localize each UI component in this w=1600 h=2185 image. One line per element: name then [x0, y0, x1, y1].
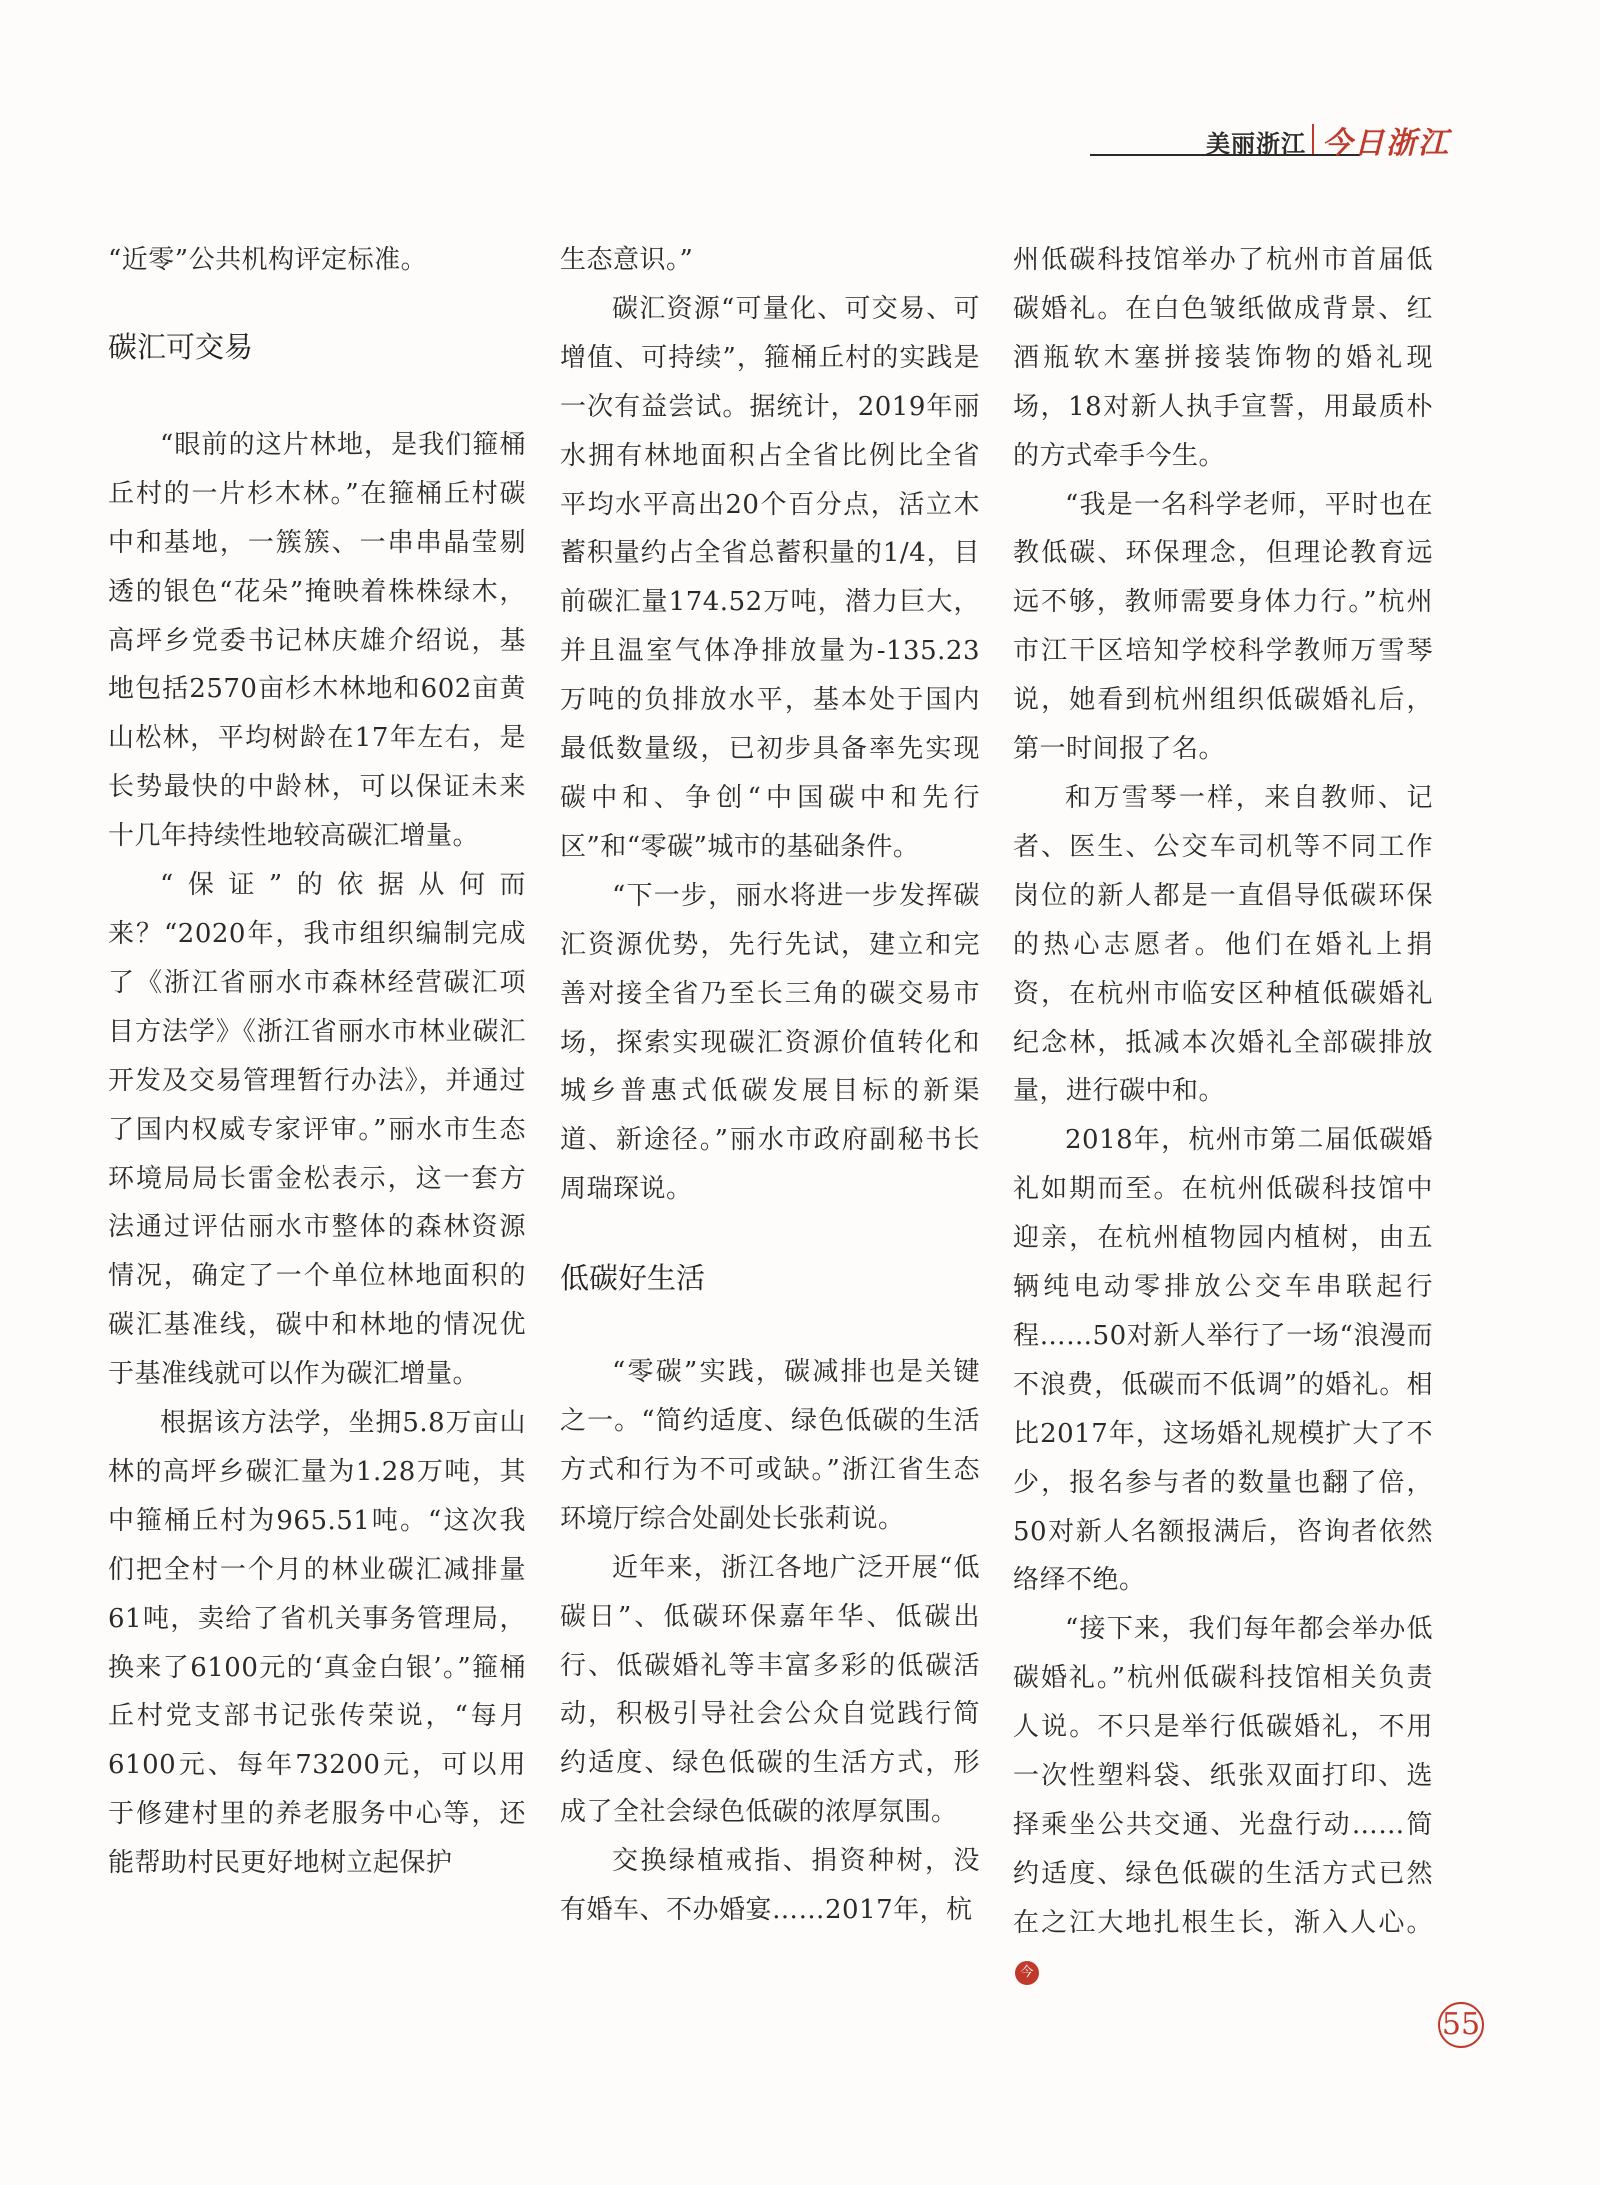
body-paragraph: “接下来，我们每年都会举办低碳婚礼。”杭州低碳科技馆相关负责人说。不只是举行低碳婚礼，不用一次性塑料袋、纸张双面打印、选择乘坐公共交通、光盘行动……简约适度、绿色低碳的生活方式已然在之江大地扎根生长，渐入人心。今 — [1013, 1605, 1433, 1996]
body-paragraph: 近年来，浙江各地广泛开展“低碳日”、低碳环保嘉年华、低碳出行、低碳婚礼等丰富多彩的低碳活动，积极引导社会公众自觉践行简约适度、绿色低碳的生活方式，形成了全社会绿色低碳的浓厚氛围。 — [560, 1552, 980, 1828]
section-heading: 碳汇可交易 — [108, 329, 254, 364]
body-paragraph: 生态意识。” — [560, 245, 694, 275]
body-paragraph: 州低碳科技馆举办了杭州市首届低碳婚礼。在白色皱纸做成背景、红酒瓶软木塞拼接装饰物的婚礼现场，18对新人执手宣誓，用最质朴的方式牵手今生。 — [1013, 245, 1433, 471]
end-of-article-icon: 今 — [1015, 1961, 1039, 1985]
body-paragraph: “零碳”实践，碳减排也是关键之一。“简约适度、绿色低碳的生活方式和行为不可或缺。”浙江省生态环境厅综合处副处长张莉说。 — [560, 1357, 980, 1534]
section-heading: 低碳好生活 — [560, 1261, 706, 1296]
body-paragraph: 和万雪琴一样，来自教师、记者、医生、公交车司机等不同工作岗位的新人都是一直倡导低碳环保的热心志愿者。他们在婚礼上捐资，在杭州市临安区种植低碳婚礼纪念林，抵减本次婚礼全部碳排放量，进行碳中和。 — [1013, 782, 1433, 1107]
body-paragraph: “近零”公共机构评定标准。 — [108, 245, 428, 275]
body-paragraph: 碳汇资源“可量化、可交易、可增值、可持续”，箍桶丘村的实践是一次有益尝试。据统计，2019年丽水拥有林地面积占全省比例比全省平均水平高出20个百分点，活立木蓄积量约占全省总蓄积量的1/4，目前碳汇量174.52万吨，潜力巨大，并且温室气体净排放量为-135.23万吨的负排放水平，基本处于国内最低数量级，已初步具备率先实现碳中和、争创“中国碳中和先行区”和“零碳”城市的基础条件。 — [560, 293, 980, 862]
body-paragraph: “下一步，丽水将进一步发挥碳汇资源优势，先行先试，建立和完善对接全省乃至长三角的碳交易市场，探索实现碳汇资源价值转化和城乡普惠式低碳发展目标的新渠道、新途径。”丽水市政府副秘书长周瑞琛说。 — [560, 880, 980, 1205]
text-column-3 — [1013, 236, 1433, 1997]
body-paragraph: “我是一名科学老师，平时也在教低碳、环保理念，但理论教育远远不够，教师需要身体力行。”杭州市江干区培知学校科学教师万雪琴说，她看到杭州组织低碳婚礼后，第一时间报了名。 — [1013, 489, 1433, 765]
body-paragraph: 交换绿植戒指、捐资种树，没有婚车、不办婚宴……2017年，杭 — [560, 1846, 980, 1926]
page-number: 55 — [1438, 2002, 1484, 2048]
text-column-1 — [108, 236, 526, 1888]
body-paragraph: “眼前的这片林地，是我们箍桶丘村的一片杉木林。”在箍桶丘村碳中和基地，一簇簇、一串串晶莹剔透的银色“花朵”掩映着株株绿木，高坪乡党委书记林庆雄介绍说，基地包括2570亩杉木林地和602亩黄山松林，平均树龄在17年左右，是长势最快的中龄林，可以保证未来十几年持续性地较高碳汇增量。 — [108, 429, 526, 852]
magazine-logo: 今日浙江 — [1322, 126, 1450, 161]
page-header — [1090, 118, 1450, 161]
body-paragraph: 根据该方法学，坐拥5.8万亩山林的高坪乡碳汇量为1.28万吨，其中箍桶丘村为965.51吨。“这次我们把全村一个月的林业碳汇减排量61吨，卖给了省机关事务管理局，换来了6100元的‘真金白银’。”箍桶丘村党支部书记张传荣说，“每月6100元、每年73200元，可以用于修建村里的养老服务中心等，还能帮助村民更好地树立起保护 — [108, 1408, 526, 1879]
body-paragraph: “保证”的依据从何而来？“2020年，我市组织编制完成了《浙江省丽水市森林经营碳汇项目方法学》《浙江省丽水市林业碳汇开发及交易管理暂行办法》，并通过了国内权威专家评审。”丽水市生态环境局局长雷金松表示，这一套方法通过评估丽水市整体的森林资源情况，确定了一个单位林地面积的碳汇基准线，碳中和林地的情况优于基准线就可以作为碳汇增量。 — [108, 870, 526, 1390]
text-column-2 — [560, 236, 980, 1935]
header-separator — [1312, 124, 1314, 154]
body-paragraph: 2018年，杭州市第二届低碳婚礼如期而至。在杭州低碳科技馆中迎亲，在杭州植物园内植树，由五辆纯电动零排放公交车串联起行程……50对新人举行了一场“浪漫而不浪费，低碳而不低调”的婚礼。相比2017年，这场婚礼规模扩大了不少，报名参与者的数量也翻了倍，50对新人名额报满后，咨询者依然络绎不绝。 — [1013, 1125, 1433, 1596]
section-title: 美丽浙江 — [1206, 130, 1306, 158]
